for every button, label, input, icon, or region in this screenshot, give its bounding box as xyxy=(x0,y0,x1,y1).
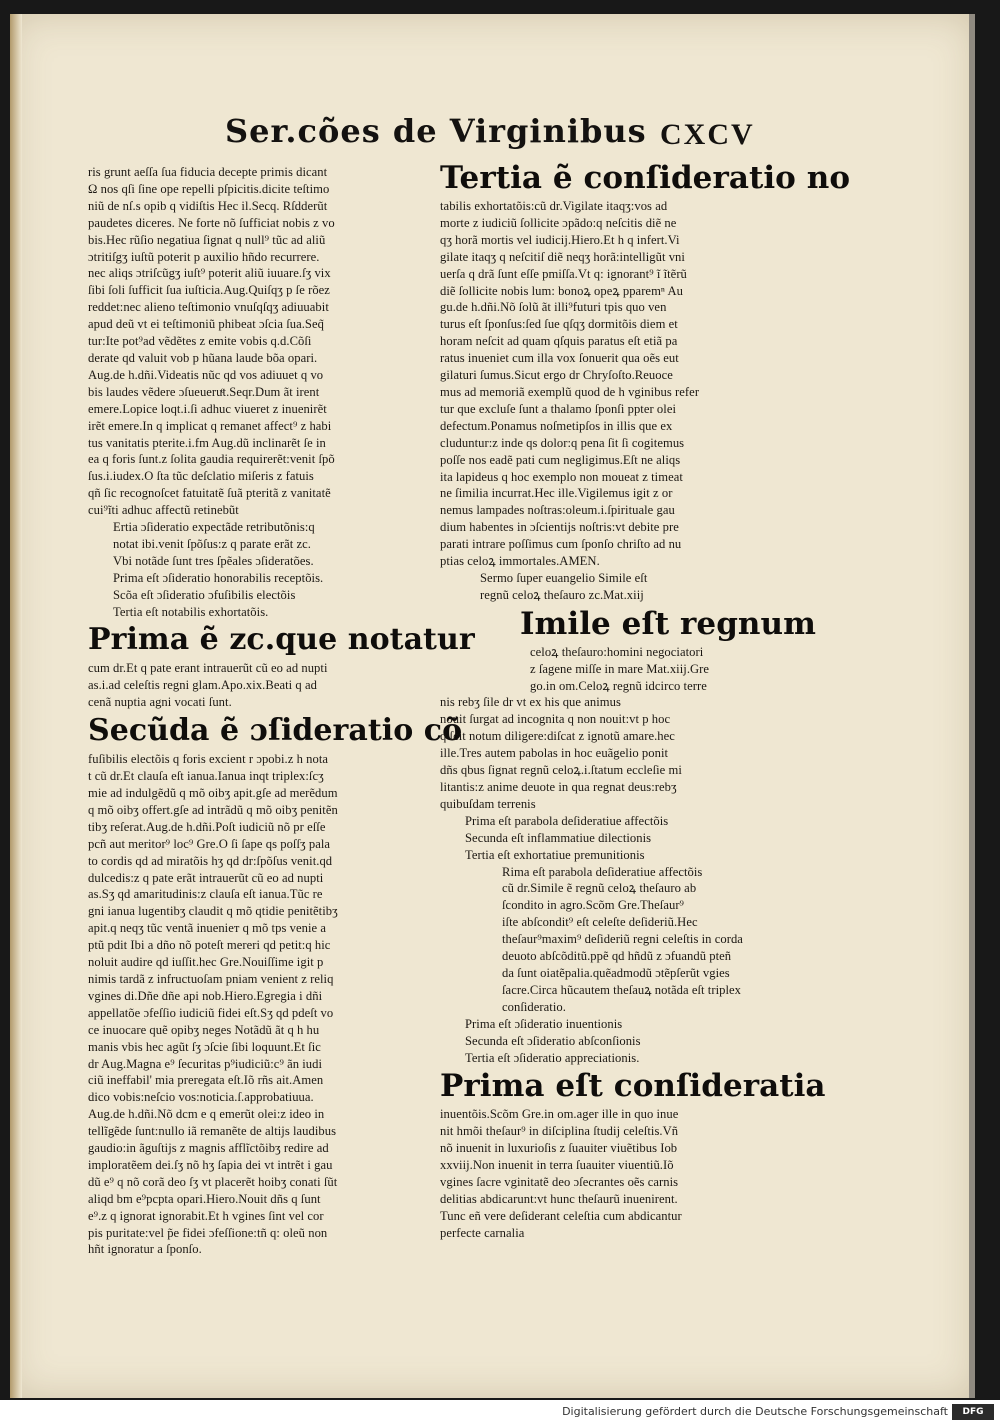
text-line: dico vobis:neſcio vos:noticia.ſ.approbatiuua. xyxy=(88,1090,314,1105)
text-line: litantis:z anime deuote in qua regnat deus:rebʒ xyxy=(440,780,677,794)
prima-heading: Prima ẽ zc.que notatur xyxy=(88,622,475,658)
parable-item: Secunda eſt inflammatiue dilectionis xyxy=(465,830,652,845)
text-line: ſcondito in agro.Scõm Gre.Theſaur⁹ xyxy=(502,898,685,913)
text-line: ſibi ſoli ſufficit ſua iuſticia.Aug.Quiſqʒ p ſe rõez xyxy=(88,283,330,298)
text-line: dium habentes in ɔſcientijs noſtris:vt debite pre xyxy=(440,520,679,535)
text-line: nõ inuenit in luxurioſis z ſuauiter viuẽtibus Iob xyxy=(440,1141,678,1156)
text-line: vgines di.Dñe dñe api nob.Hiero.Egregia i dñi xyxy=(88,988,323,1003)
text-line: t cũ dr.Et clauſa eſt ianua.Ianua inqt triplex:ſcʒ xyxy=(88,769,324,784)
consideration-item: Prima eſt ɔſideratio honorabilis receptõis. xyxy=(113,570,324,585)
text-line: Tunc eñ vere deſiderant celeſtia cum abdicantur xyxy=(440,1208,682,1223)
text-line: conſideratio. xyxy=(502,999,566,1014)
text-line: tellĩgẽde ſunt:nullo iã remanẽte de altijs laudibus xyxy=(88,1124,337,1139)
text-line: ciũ ineffabil' mia preregata eſt.Iõ rñs ait.Amen xyxy=(88,1073,324,1088)
text-line: q ſcit notum diligere:diſcat z ignotũ amare.hec xyxy=(440,729,675,744)
text-line: horam neſcit ad quam qſquis paratus eſt etiã pa xyxy=(440,334,678,349)
text-line: morte z iudiciũ ſollicite ɔpãdo:q neſcitis diẽ ne xyxy=(440,215,677,230)
text-line: ris grunt aeſſa ſua fiducia decepte primis dicant xyxy=(88,165,328,179)
text-line: gilaturi ſumus.Sicut ergo dr Chryſoſto.Reuoce xyxy=(440,368,673,383)
text-line: appellatõe ɔfeſſio iudiciũ fidei eſt.Sʒ qd pdeſt vo xyxy=(88,1005,334,1020)
sermon-title-line: Sermo ſuper euangelio Simile eſt xyxy=(480,570,648,585)
text-line: ratus inueniet cum illa vox ſonuerit qua oẽs eut xyxy=(440,351,679,366)
text-line: theſaur⁹maxim⁹ deſideriũ regni celeſtis in corda xyxy=(502,932,743,947)
text-line: ce inuocare quẽ opibʒ neges Notãdũ ãt q h hu xyxy=(88,1022,320,1037)
text-line: manis vbis hec agũt ſʒ ɔſcie ſibi loquunt.Et ſic xyxy=(88,1039,321,1054)
text-line: vgines ſacre vginitatẽ deo ɔſecrantes oẽs carnis xyxy=(440,1175,679,1190)
text-line: irẽt emere.In q implicat q remanet affect⁹ z habi xyxy=(88,418,332,433)
text-line: ɔtritiſgʒ iuſtũ poterit p auxilio hñdo recurrere. xyxy=(88,249,320,264)
text-line: turus eſt ſponſus:ſed ſue qſqʒ dormitõis diem et xyxy=(440,317,678,332)
text-line: delitias abdicarunt:vt hunc theſaurũ inuenirent. xyxy=(440,1191,678,1206)
consideration-item: Tertia eſt notabilis exhortatõis. xyxy=(113,604,269,619)
text-line: Ω nos qſi ſine ope repelli pſpicitis.dicite teſtimo xyxy=(88,181,330,196)
text-line: Aug.de h.dñi.Videatis nũc qd vos adiuuet q vo xyxy=(88,367,324,382)
dfg-logo: DFG xyxy=(952,1404,994,1420)
text-line: pis puritate:vel p̃e fidei ɔfeſſione:tñ q: oleũ non xyxy=(88,1225,328,1240)
text-line: aliqd bm e⁹pcpta opari.Hiero.Nouit dñs q ſunt xyxy=(88,1191,321,1206)
text-line: Aug.de h.dñi.Nõ dcm e q emerũt olei:z ideo in xyxy=(88,1107,325,1122)
tertia-heading: Tertia ẽ conſideratio no xyxy=(440,160,851,196)
text-line: nimis tardã z infructuoſam pniam venient z reliq xyxy=(88,971,334,986)
text-line: Rima eſt parabola deſideratiue affectõis xyxy=(502,864,703,879)
text-line: imploratẽem dei.ſʒ nõ hʒ ſapia dei vt intrẽt i gau xyxy=(88,1157,333,1172)
text-line: ille.Tres autem pabolas in hoc euãgelio ponit xyxy=(440,746,669,761)
text-line: Ertia ɔſideratio expectãde retributõnis:q xyxy=(113,520,315,535)
text-line: q mõ oibʒ offert.gſe ad intrãdũ q mõ oibʒ penitẽn xyxy=(88,802,338,817)
text-line: tus vanitatis pterite.i.fm Aug.dũ inclinarẽt ſe in xyxy=(88,435,326,450)
text-line: as.i.ad celeſtis regni glam.Apo.xix.Beati q ad xyxy=(88,678,317,693)
text-line: ſus.i.iudex.O ſta tũc deſclatio miſeris z fatuis xyxy=(88,469,314,484)
text-line: defectum.Ponamus noſmetipſos in illis que ex xyxy=(440,418,673,433)
text-line: qʒ horã mortis vel iudicij.Hiero.Et h q infert.Vi xyxy=(440,232,680,247)
text-line: paudetes diceres. Ne forte nõ ſufficiat nobis z vo xyxy=(88,215,335,230)
left-column xyxy=(88,164,475,1258)
text-line: dulcedis:z q pate erãt intrauerũt cũ eo ad nupti xyxy=(88,870,324,885)
text-line: inuentõis.Scõm Gre.in om.ager ille in quo inue xyxy=(440,1107,679,1122)
text-line: parati intrare poſſimus cum ſponſo chriſto ad nu xyxy=(440,537,682,552)
text-line: poſſe nos eadẽ pati cum negligimus.Eſt ne aliqs xyxy=(440,452,681,467)
text-line: uerſa q drã ſunt eſſe pmiſſa.Vt q: ignorant⁹ ĩ ĩtẽrũ xyxy=(440,266,687,281)
consideration-item: Prima eſt ɔſideratio inuentionis xyxy=(465,1016,623,1031)
text-line: ſacre.Circa hũcautem theſauꝝ notãda eſt triplex xyxy=(502,982,742,997)
text-line: apit.q neqʒ tũc ventã inuenieт q mõ tps venie a xyxy=(88,921,326,936)
prima-consideratia-heading: Prima eſt conſideratia xyxy=(440,1068,826,1105)
text-line: cui⁹ĩti adhuc affectũ retinebũt xyxy=(88,503,239,518)
text-line: qñ ſic recognoſcet fatuitatẽ ſuã pteritã z vanitatẽ xyxy=(88,486,331,501)
text-line: nis rebʒ ſile dr vt ex his que animus xyxy=(440,695,621,710)
text-line: derate qd valuit vob p hũana laude bõa opari. xyxy=(88,350,318,365)
text-line: ne ſimilia incurrat.Hec ille.Vigilemus igit z or xyxy=(440,486,673,501)
text-line: cũ dr.Simile ẽ regnũ celoꝝ theſauro ab xyxy=(502,881,697,896)
text-line: cluduntur:z inde qs dolor:q pena ſit ſi cogitemus xyxy=(440,435,685,450)
text-line: tabilis exhortatõis:cũ dr.Vigilate itaqʒ:vos ad xyxy=(440,199,668,213)
text-line: cenã nuptia agni vocati ſunt. xyxy=(88,695,232,710)
text-line: emere.Lopice loqt.i.ſi adhuc viueret z inuenirẽt xyxy=(88,401,327,416)
text-line: tibʒ reſerat.Aug.de h.dñi.Poſt iudiciũ nõ pr eſſe xyxy=(88,819,326,834)
funding-credit: Digitalisierung gefördert durch die Deutsche Forschungsgemeinschaft xyxy=(562,1405,948,1418)
text-line: gaudio:in ãguſtijs z magnis afflĩctõibʒ redire ad xyxy=(88,1141,329,1156)
consideration-item: Secunda eſt ɔſideratio abſconſionis xyxy=(465,1033,641,1048)
text-line: pcñ aut meritor⁹ loc⁹ Gre.O ſi ſape qs poſſʒ pala xyxy=(88,836,331,851)
text-line: niũ de nſ.s opib q vidiſtis Hec il.Secq. Rſdderũt xyxy=(88,198,328,213)
text-line: Vbi notãde ſunt tres ſpẽales ɔſideratões. xyxy=(113,553,314,568)
text-line: fuſibilis electõis q foris excient r ɔpobi.z h nota xyxy=(88,752,329,767)
text-line: celoꝝ theſauro:homini negociatori xyxy=(530,644,704,659)
footer-bar xyxy=(0,1400,1000,1424)
running-title: Ser.cões de Virginibus xyxy=(225,112,647,150)
text-line: mie ad indulgẽdũ q mõ oibʒ apit.gſe ad merẽdum xyxy=(88,786,338,800)
consideration-item: Scõa eſt ɔſideratio ɔfuſibilis electõis xyxy=(113,587,296,602)
text-line: da ſunt oiatẽpalia.quẽadmodũ ɔtẽpſerũt vgies xyxy=(502,965,730,980)
text-line: z ſagene miſſe in mare Mat.xiij.Gre xyxy=(530,661,710,676)
text-line: gilate itaqʒ q neſcitiſ diẽ neqʒ horã:intelligũt vni xyxy=(440,249,685,264)
text-line: dũ e⁹ q nõ corã deo ſʒ vt placerẽt hoibʒ conati ſũt xyxy=(88,1174,338,1189)
book-page xyxy=(10,14,975,1398)
text-line: nouit ſurgat ad incognita q non nouit:vt p hoc xyxy=(440,712,671,727)
simile-heading: Imile eſt regnum xyxy=(520,605,816,642)
text-line: reddet:nec alieno teſtimonio vnuſqſqʒ adiuuabit xyxy=(88,300,329,315)
parable-item: Prima eſt parabola deſideratiue affectõis xyxy=(465,813,669,828)
text-line: ita lapideus q hoc exemplo non moueat z timeat xyxy=(440,469,683,484)
text-line: ptias celoꝝ immortales.AMEN. xyxy=(440,554,600,569)
parable-item: Tertia eſt exhortatiue premunitionis xyxy=(465,847,645,862)
text-line: as.Sʒ qd amaritudinis:z clauſa eſt ianua.Tũc re xyxy=(88,887,323,902)
text-line: perfecte carnalia xyxy=(440,1225,525,1240)
text-line: xxviij.Non inuenit in terra ſuauiter viuentiũ.Iõ xyxy=(440,1158,674,1173)
text-line: ea q foris ſunt.z ſolita gaudia requirerẽt:venit ſpõ xyxy=(88,452,335,467)
text-line: ptũ pdit Ibi a dño nõ poteſt mereri qd petit:q hic xyxy=(88,938,331,953)
text-line: nit hmõi theſaur⁹ in diſciplina ſtudij celeſtis.Vñ xyxy=(440,1124,679,1139)
sermon-title-line: regnũ celoꝝ theſauro zc.Mat.xiij xyxy=(480,587,644,602)
text-line: noluit audire qd iuſſit.hec Gre.Nouiſſime igit p xyxy=(88,955,324,970)
secunda-heading: Secũda ẽ ɔſideratio cõ xyxy=(88,713,463,749)
text-line: dñs qbus ſignat regnũ celoꝝ.i.ſtatum eccleſie mi xyxy=(440,763,682,778)
text-line: nemus lampades noſtras:oleum.i.ſpirituale gau xyxy=(440,503,675,518)
text-line: dr Aug.Magna e⁹ ſecuritas p⁹iudiciũ:c⁹ ãn iudi xyxy=(88,1056,323,1071)
text-line: apud deũ vt ei teſtimoniũ phibeat ɔſcia ſua.Seq̃ xyxy=(88,317,324,332)
text-line: e⁹.z q ignorat ignorabit.Et h vgines ſint vel cor xyxy=(88,1208,324,1223)
text-line: gni ianua lugentibʒ claudit q mõ qtidie penitẽtibʒ xyxy=(88,904,338,919)
text-line: nec aliqs ɔtriſcũgʒ iuſt⁹ poterit aliũ iuuare.ſʒ vix xyxy=(88,266,331,281)
folio-number: CXCV xyxy=(660,118,755,151)
text-line: tur:Ite pot⁹ad vẽdẽtes z emite vobis q.d.Cõſi xyxy=(88,334,312,349)
text-line: deuoto abſcõditũ.ppẽ qd hñdũ z ɔfuandũ pteñ xyxy=(502,949,732,964)
text-line: to cordis qd ad miratõis hʒ qd dr:ſpõſus venit.qd xyxy=(88,853,333,868)
text-line: hñt ignoratur a ſponſo. xyxy=(88,1242,202,1257)
consideration-item: Tertia eſt ɔſideratio appreciationis. xyxy=(465,1050,640,1065)
text-line: tur que excluſe ſunt a thalamo ſponſi ppter olei xyxy=(440,401,677,416)
text-line: notat ibi.venit ſpõſus:z q parate erãt zc. xyxy=(113,536,311,551)
text-line: diẽ ſollicite nobis lum: bonoꝝ opeꝝ pparemⁿ Au xyxy=(440,283,683,298)
text-line: quibuſdam terrenis xyxy=(440,796,536,811)
text-line: gu.de h.dñi.Nõ ſolũ ãt illi⁹futuri tpis quo ven xyxy=(440,300,667,315)
right-column xyxy=(440,158,851,1242)
text-line: iſte abſcondit⁹ eſt celeſte deſideriũ.Hec xyxy=(502,915,698,930)
text-line: go.in om.Celoꝝ regnũ idcirco terre xyxy=(530,678,707,693)
text-line: bis.Hec rũſio negatiua ſignat q null⁹ tũc ad aliũ xyxy=(88,232,326,247)
text-line: cum dr.Et q pate erant intrauerũt cũ eo ad nupti xyxy=(88,661,328,676)
text-line: bis laudes vẽdere ɔſueueruͤt.Seqr.Dum ãt irent xyxy=(88,384,320,399)
text-line: mus ad memoriã exemplũ quod de h vginibus refer xyxy=(440,384,700,399)
